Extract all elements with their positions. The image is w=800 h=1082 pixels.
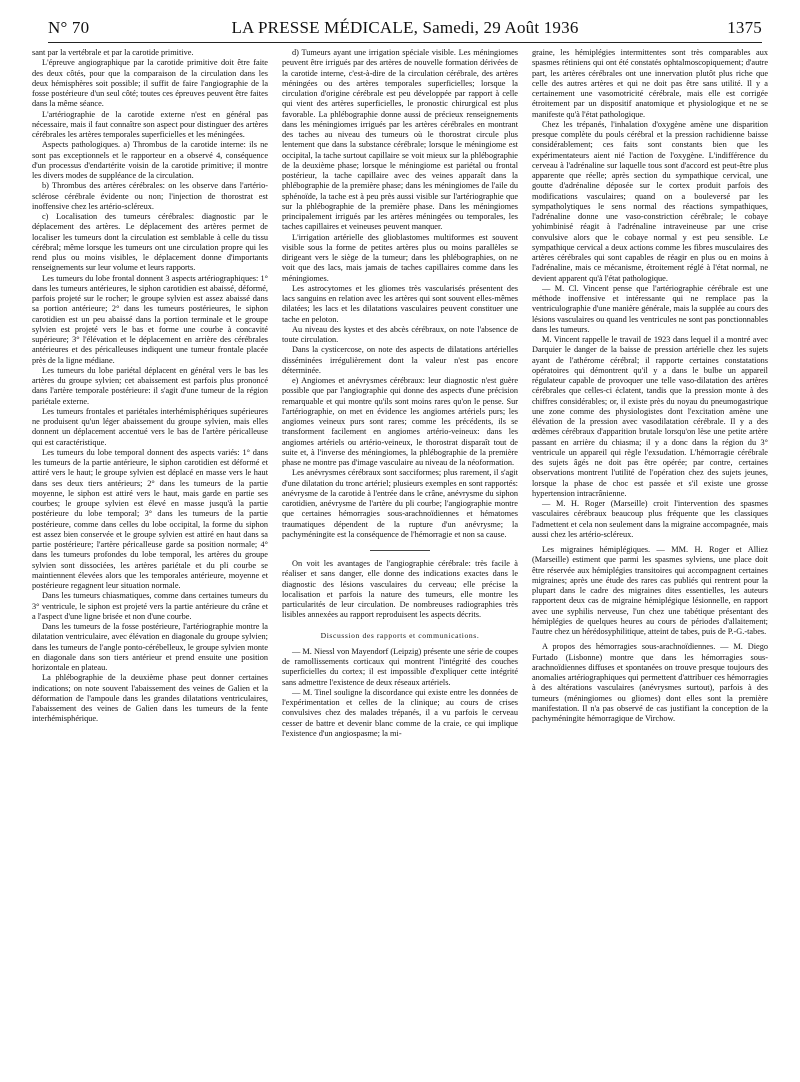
section-divider: [370, 550, 430, 551]
paragraph: On voit les avantages de l'angiographie cérébrale: très facile à réaliser et sans danger, elle donne des indications exactes dans le diagnostic des lésions vasculaires du cerveau; elle précise la localisation et parfois la nature des tumeurs, elle montre les particularités de leur circulation. De nombreuses radiographies très lisibles annexées au rapport reproduisent les aspects décrits.: [282, 559, 518, 620]
column-right: [532, 48, 768, 724]
paragraph: graine, les hémiplégies intermittentes sont très comparables aux spasmes rétiniens qui ont été constatés ophtalmoscopiquement; d'autre part, les artères cérébrales ont une innervation plutôt plus riche que celle des autres artères et qui ne doit pas être sans utilité. Il y a certainement une vasomotricité cérébrale, mais elle est corrigée étroitement par un dispositif anatomique et physiologique et ne se manifeste qu'à l'état pathologique.: [532, 48, 768, 119]
column-left: [32, 48, 268, 725]
page-number: 1375: [727, 18, 762, 37]
paragraph: M. Vincent rappelle le travail de 1923 dans lequel il a montré avec Darquier le danger de la baisse de pression artérielle chez les sujets ayant de l'athérome cérébral; il rapporte certaines constatations opératoires qui démontrent qu'il y a dans le bulbe un appareil régulateur capable de provoquer une telle vaso-dilatation des artères cérébrales que celles-ci éclatent, tandis que la pression monte à des chiffres considérables; or, il existe près du noyau du pneumogastrique une zone comme des physiologistes dont l'excitation amène une élévation de la pression avec vasodilatation cérébrale. Il y a des œdèmes cérébraux d'apparition brutale lorsqu'on lèse une petite artère passant en arrière du chiasma; il y a donc dans la région du 3° ventricule un appareil qui règle l'exsudation. L'hémorragie cérébrale des sujets âgés ne doit pas être opérée; par contre, certaines observations montrent l'utilité de l'opération chez des sujets jeunes, lorsque la phase de choc est passée et s'il existe une grosse hypertension intracrânienne.: [532, 335, 768, 498]
paragraph: Aspects pathologiques. a) Thrombus de la carotide interne: ils ne sont pas exceptionnels et le rapporteur en a observé 4, conséquence d'un processus d'endartérite voisin de la carotide primitive; il montre les divers modes de suppléance de la circulation.: [32, 140, 268, 180]
paragraph: A propos des hémorragies sous-arachnoïdiennes. — M. Diego Furtado (Lisbonne) montre que dans les hémorragies sous-arachnoïdiennes diffuses et spontanées on trouve presque toujours des anomalies artériographiques qui permettent d'attribuer ces hémorragies à des altérations vasculaires (anévrysmes surtout), parfois à des tumeurs (méningiomes ou gliomes) dont elles sont la première manifestation. Il n'a pas observé de cas justifiant la conception de la pachyméningite hémorragique de Virchow.: [532, 642, 768, 723]
paragraph: Au niveau des kystes et des abcès cérébraux, on note l'absence de toute circulation.: [282, 324, 518, 344]
paragraph: sant par la vertébrale et par la carotide primitive.: [32, 48, 194, 57]
paragraph: Les tumeurs du lobe frontal donnent 3 aspects artériographiques: 1° dans les tumeurs antérieures, le siphon carotidien est abaissé, déformé, parfois projeté sur le rocher; le groupe sylvien est assez abaissé dans sa portion antérieure; 2° dans les tumeurs postérieures, le siphon carotidien est un peu abaissé dans la portion terminale et le groupe sylvien est projeté vers le bas et forme une courbe à concavité supérieure; 3° l'élévation et le déplacement en arrière des cérébrales antérieures et des péricalleuses indiquent une tumeur frontale placée près de la ligne médiane.: [32, 273, 268, 365]
paragraph: L'artériographie de la carotide externe n'est en général pas nécessaire, mais il faut connaître son aspect pour distinguer des artères cérébrales les artères temporales superficielles et les méningées.: [32, 109, 268, 139]
issue-number: N° 70: [48, 18, 90, 37]
paragraph: Les astrocytomes et les gliomes très vascularisés présentent des lacs sanguins en relation avec les artères qui sont souvent elles-mêmes dilatées; les lacs et les dilatations vasculaires peuvent constituer une tache en peloton.: [282, 283, 518, 324]
paragraph: c) Localisation des tumeurs cérébrales: diagnostic par le déplacement des artères. Le déplacement des artères permet de localiser les tumeurs dont la circulation est semblable à celle du tissu cérébral; même lorsque les tumeurs ont une circulation propre qui les rend plus ou moins visibles, le déplacement donne d'importants renseignements sur leur volume et leurs rapports.: [32, 212, 268, 273]
paragraph: Les tumeurs frontales et pariétales interhémisphériques supérieures ne produisent qu'un léger abaissement du groupe sylvien, mais elles donnent un déplacement accentué vers le bas de l'artère péricalleuse qui est caractéristique.: [32, 406, 268, 447]
page-header: [48, 14, 762, 43]
section-heading: Discussion des rapports et communications.: [320, 630, 480, 640]
paragraph: b) Thrombus des artères cérébrales: on les observe dans l'artério-sclérose cérébrale évidente ou non; l'injection de thorostrat est inoffensive chez les artério-scléreux.: [32, 181, 268, 211]
paragraph: d) Tumeurs ayant une irrigation spéciale visible. Les méningiomes peuvent être irrigués par des artères de nouvelle formation dérivées de la carotide interne, c'est-à-dire de la circulation cérébrale, des artères méningées ou des artères temporales superficielles; lorsque la circulation d'origine cérébrale est peu développée par rapport à celle qui vient des artères superficielles, le pronostic chirurgical est plus favorable. La phlébographie donne aussi de précieux renseignements dans les méningiomes irrigués par les artères cérébrales en montrant des taches au niveau des tumeurs où le thorostrat circule plus lentement que dans la substance cérébrale; lorsque le méningiome est occipital, la tache surtout capillaire se voit mieux sur la phlébographie de la deuxième phase; lorsque le méningiome est pariétal ou frontal postérieur, la tache capillaire avec des veines apparaît dans la phlébographie de la première phase; dans les méningiomes de l'aile du sphénoïde, la tache est à peu près aussi visible sur l'artériographie que sur la phlébographie de la première phase. Dans les méningiomes principalement irrigués par les artères méningées ou temporales, les taches capillaires et veineuses peuvent manquer.: [282, 48, 518, 232]
paragraph: Chez les trépanés, l'inhalation d'oxygène amène une disparition presque complète du pouls cérébral et la pression rachidienne baisse considérablement; ces faits sont constants bien que les expérimentateurs aient nié l'action de l'oxygène. L'indifférence du cerveau à l'adrénaline sur laquelle tous sont d'accord est peut-être plus apparente que réelle; après section du sympathique cervical, une goutte d'adrénaline déposée sur le cortex produit parfois des modifications vasculaires; quand on a bouleversé par les sympatholytiques le sens normal des réactions sympathiques, l'adrénaline donne une vaso-constriction cérébrale; le cobaye yohimbinisé réagit à l'adrénaline intraveineuse par une crise convulsive alors que le cobaye normal y est peu sensible. Le sympathique cervical a deux actions comme les fibres musculaires des artères cérébrales qui sont capables de réagir en plus ou en moins à l'adrénaline, mais ce mécanisme, étroitement réglé à l'état normal, ne devient apparent qu'à l'état pathologique.: [532, 119, 768, 283]
paragraph: — M. Cl. Vincent pense que l'artériographie cérébrale est une méthode inoffensive et intéressante qui ne remplace pas la ventriculographie d'une manière générale, mais la supplée au cours des lésions vasculaires ou quand les ventricules ne sont pas ponctionnables dans les tumeurs.: [532, 283, 768, 334]
column-middle: [282, 48, 518, 739]
paragraph: — M. H. Roger (Marseille) croit l'intervention des spasmes vasculaires cérébraux beaucoup plus fréquente que les classiques l'admettent et cela non seulement dans la migraine accompagnée, mais aussi chez les artério-scléreux.: [532, 499, 768, 539]
paragraph: Les tumeurs du lobe pariétal déplacent en général vers le bas les artères du groupe sylvien; cet abaissement est parfois plus prononcé dans l'artère temporale postérieure: il s'agit d'une tumeur de la région pariétale externe.: [32, 365, 268, 406]
paragraph: L'irrigation artérielle des glioblastomes multiformes est souvent visible sous la forme de petites artères plus ou moins parallèles se dirigeant vers le siège de la tumeur; dans les phlébographies, on ne voit que des lacs, mais jamais de taches capillaires comme dans les méningiomes.: [282, 232, 518, 283]
paragraph: e) Angiomes et anévrysmes cérébraux: leur diagnostic n'est guère possible que par l'angiographie qui donne des aspects d'une précision remarquable et qui montre qu'ils sont moins rares qu'on le pense. Sur l'artériographie, on met en évidence les angiomes artériels purs; les angiomes veineux purs sont rares; comme les précédents, ils se transforment facilement en angiomes artério-veineux: dans les angiomes artériels ou artério-veineux, le thorostrat disparaît tout de suite et, à l'inverse des méningiomes, la phlébographie de la première phase ne montre pas d'image vasculaire au niveau de la néoformation.: [282, 376, 518, 467]
paragraph: Les anévrysmes cérébraux sont sacciformes; plus rarement, il s'agit d'une dilatation du tronc artériel; plusieurs exemples en sont rapportés: anévrysme de la carotide à l'entrée dans le crâne, anévrysme du siphon carotidien, anévrysme de l'artère du pli courbe; l'angiographie montre que certaines hémorragies sous-arachnoïdiennes et hématomes traumatiques dépendent de la rupture d'un anévrysme; la pachyméningite est la conséquence de l'hémorragie et non sa cause.: [282, 468, 518, 539]
paragraph: Les tumeurs du lobe temporal donnent des aspects variés: 1° dans les tumeurs de la partie antérieure, le siphon carotidien est déformé et attiré vers le haut; le groupe sylvien est déplacé en masse vers le haut dans ses deux tiers antérieurs; 2° dans les tumeurs de la partie moyenne, le siphon est attiré vers le haut, mais garde en partie ses courbes; le groupe sylvien est élevé en masse jusqu'à la partie postérieure du lobe temporal; 3° dans les tumeurs de la partie postérieure, comme dans celles du lobe occipital, la forme du siphon est assez bien conservée et le groupe sylvien est attiré en haut dans sa partie postérieure; l'artère péricalleuse garde sa position normale; 4° dans les tumeurs profondes du lobe temporal, les artères du groupe sylvien sont dissociées, les artères pariétale et du pli courbe se maintiennent élevées alors que les temporales antérieure, moyenne et postérieure regagnent leur situation normale.: [32, 447, 268, 590]
paragraph: La phlébographie de la deuxième phase peut donner certaines indications; on note souvent l'abaissement des veines de Galien et la déformation de l'ampoule dans les grandes dilatations ventriculaires, l'abaissement des veines de Galien dans les tumeurs de la fente interhémisphérique.: [32, 673, 268, 724]
paragraph: Les migraines hémiplégiques. — MM. H. Roger et Alliez (Marseille) estiment que parmi les spasmes sylviens, une place doit être réservée aux hémiplégies transitoires qui accompagnent certaines migraines; après une étude des rares cas publiés qui rentrent pour la plupart dans le cadre des migraines dites essentielles, les auteurs rapportent deux cas de migraine hémiplégique lésionnelle, en rapport avec une syphilis nerveuse, l'un chez une tabétique présentant des hémiplégies de quelques heures au cours de périodes d'allaitement; l'autre chez un hérédosyphilitique, atteint de tabes, puis de P.-G.-tabes.: [532, 545, 768, 636]
journal-title: LA PRESSE MÉDICALE, Samedi, 29 Août 1936: [231, 18, 579, 37]
paragraph: Dans la cysticercose, on note des aspects de dilatations artérielles disséminées irrégulièrement dont la valeur n'est pas encore déterminée.: [282, 345, 518, 375]
paragraph: Dans les tumeurs de la fosse postérieure, l'artériographie montre la dilatation ventriculaire, avec élévation en diagonale du groupe sylvien; dans les tumeurs de l'angle ponto-cérébelleux, le groupe sylvien monte en diagonale dans son tiers antérieur et prend ensuite une position horizontale en plateau.: [32, 622, 268, 672]
paragraph: — M. Niessl von Mayendorf (Leipzig) présente une série de coupes de ramollissements corticaux qui montrent l'intégrité des couches superficielles du cortex; il est impossible d'expliquer cette intégrité sans admettre l'existence de deux réseaux artériels.: [282, 646, 518, 687]
paragraph: L'épreuve angiographique par la carotide primitive doit être faite des deux côtés, pour que la comparaison de la circulation dans les deux hémisphères soit possible; il suffit de faire l'angiographie de la fosse postérieure d'un seul côté; toutes ces épreuves peuvent être faites dans la même séance.: [32, 58, 268, 109]
paragraph: — M. Tinel souligne la discordance qui existe entre les données de l'expérimentation et celles de la clinique; au cours de crises convulsives chez des malades trépanés, il a vu parfois le cerveau cesser de battre et devenir blanc comme de la craie, ce qui implique l'existence d'un angiospasme; la mi-: [282, 687, 518, 738]
paragraph: Dans les tumeurs chiasmatiques, comme dans certaines tumeurs du 3° ventricule, le siphon est projeté vers la partie antérieure du crâne et a l'aspect d'une ligne brisée et non d'une courbe.: [32, 591, 268, 621]
